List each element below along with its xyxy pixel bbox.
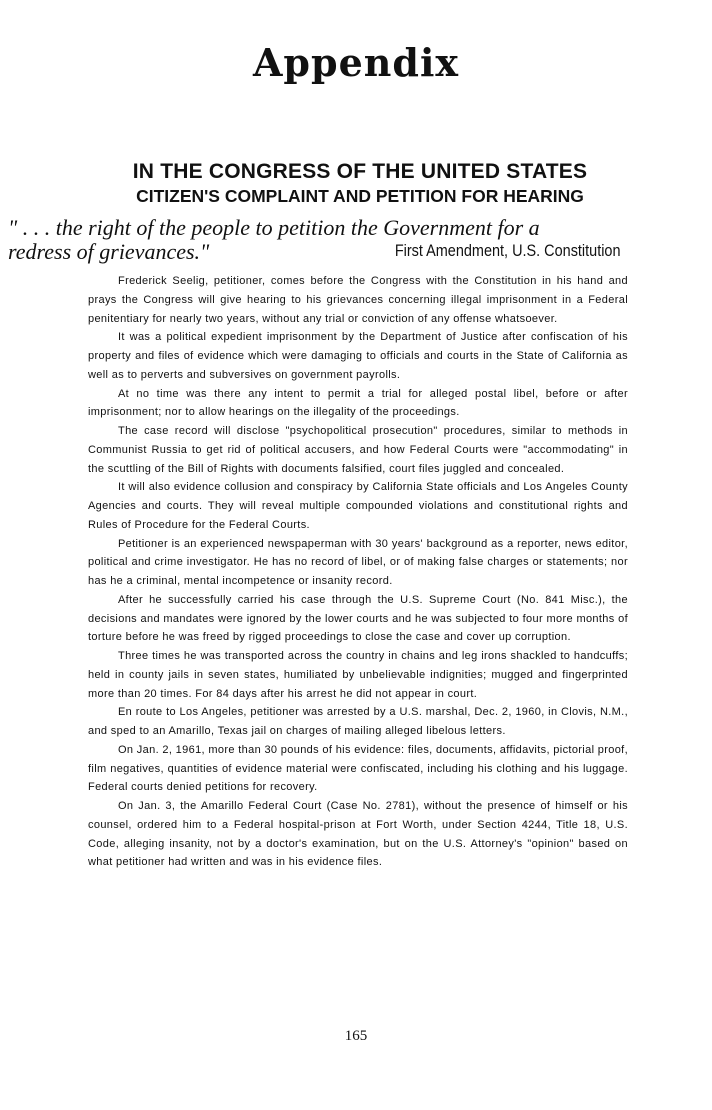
- paragraph-1: Frederick Seelig, petitioner, comes before the Congress with the Constitution in his hand and prays the Congress will give hearing to his grievances concerning illegal imprisonment in a Federal penitentiary for nearly two years, without any trial or conviction of any offense whatsoever.: [88, 275, 628, 325]
- paragraph-10: On Jan. 2, 1961, more than 30 pounds of his evidence: files, documents, affidavits, pictorial proof, film negatives, quantities of evidence material were confiscated, including his clothing and his luggage. Federal courts denied petitions for recovery.: [88, 743, 628, 794]
- paragraph-6: Petitioner is an experienced newspaperman with 30 years' background as a reporter, news editor, political and crime investigator. He has no record of libel, or of making false charges or statements; nor has he a criminal, mental incompetence or insanity record.: [88, 537, 628, 587]
- petition-heading: CITIZEN'S COMPLAINT AND PETITION FOR HEARING: [136, 186, 584, 206]
- petition-body: [88, 272, 628, 872]
- paragraph-9: En route to Los Angeles, petitioner was arrested by a U.S. marshal, Dec. 2, 1960, in Clovis, N.M., and sped to an Amarillo, Texas jail on charges of mailing alleged libelous letters.: [88, 706, 628, 737]
- page-number: 165: [344, 1028, 368, 1044]
- paragraph-7: After he successfully carried his case through the U.S. Supreme Court (No. 841 Misc.), the decisions and mandates were ignored by the lower courts and he was subjected to four more months of torture before he was freed by rigged proceedings to close the case and cover up corruption.: [88, 593, 628, 644]
- epigraph-quote-line-1: " . . . the right of the people to petition the Government for a: [8, 215, 540, 240]
- paragraph-8: Three times he was transported across the country in chains and leg irons shackled to handcuffs; held in county jails in seven states, humiliated by unbelievable indignities; mugged and fingerprinted more than 20 times. For 84 days after his arrest he did not appear in court.: [88, 650, 628, 700]
- epigraph-quote-line-2: redress of grievances.": [8, 239, 210, 264]
- epigraph-attribution: First Amendment, U.S. Constitution: [394, 241, 620, 260]
- congress-heading: IN THE CONGRESS OF THE UNITED STATES: [132, 160, 588, 183]
- paragraph-4: The case record will disclose "psychopolitical prosecution" procedures, similar to methods in Communist Russia to get rid of political accusers, and how Federal Courts were "accommodating" in the scuttling of the Bill of Rights with documents falsified, court files juggled and concealed.: [88, 425, 628, 475]
- appendix-title: Appendix: [252, 40, 460, 85]
- paragraph-5: It will also evidence collusion and conspiracy by California State officials and Los Angeles County Agencies and courts. They will reveal multiple compounded violations and constitutional rights and Rules of Procedure for the Federal Courts.: [88, 481, 628, 531]
- paragraph-2: It was a political expedient imprisonment by the Department of Justice after confiscation of his property and files of evidence which were damaging to officials and courts in the State of California as well as to perverts and subversives on government payrolls.: [88, 331, 628, 381]
- paragraph-11: On Jan. 3, the Amarillo Federal Court (Case No. 2781), without the presence of himself or his counsel, ordered him to a Federal hospital-prison at Fort Worth, under Section 4244, Title 18, U.S. Code, alleging insanity, not by a doctor's examination, but on the U.S. Attorney's "opinion" based on what petitioner had written and was in his evidence files.: [88, 800, 628, 869]
- paragraph-3: At no time was there any intent to permit a trial for alleged postal libel, before or after imprisonment; nor to allow hearings on the illegality of the proceedings.: [88, 387, 628, 419]
